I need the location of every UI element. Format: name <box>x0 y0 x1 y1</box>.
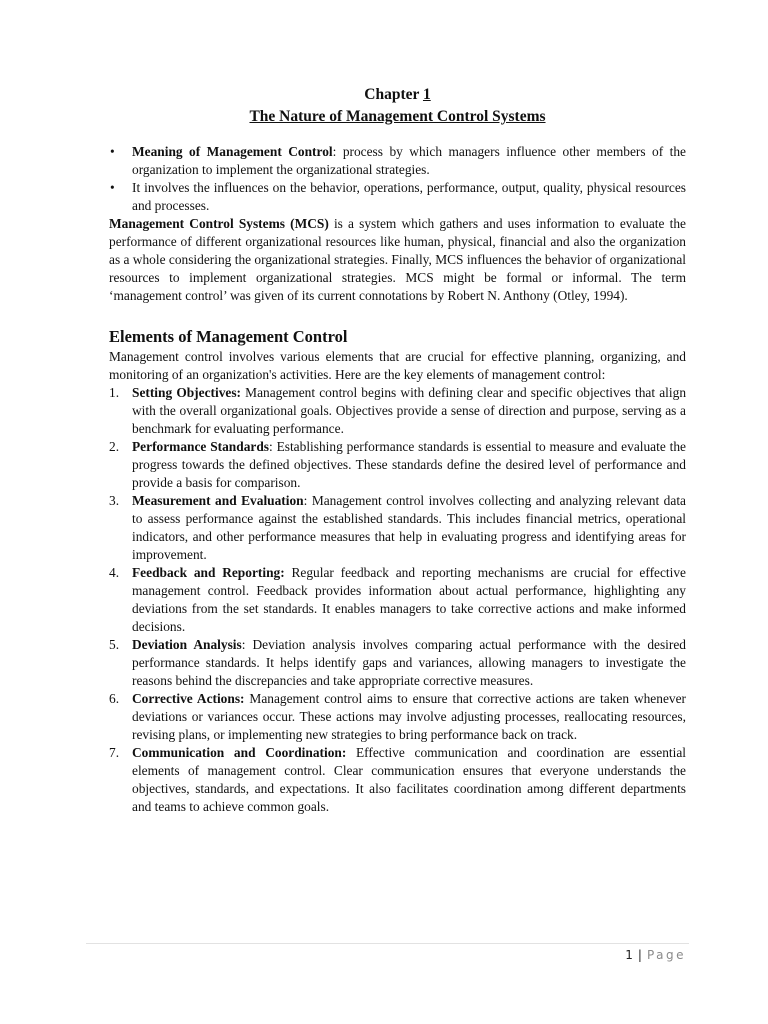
bullet-icon: • <box>110 144 115 159</box>
list-item-text: Management control begins with defining clear and specific objectives that align with the overall organizational goals. Objectives provide a sense of direction and purpose, serving as a benchmark for evaluating performance. <box>132 385 687 436</box>
mcs-paragraph <box>109 215 686 305</box>
list-item-text: Regular feedback and reporting mechanisms are crucial for effective management control. Feedback provides information about actual performance, highlighting any deviations from the set standards. It enables managers to take corrective actions and make informed decisions. <box>132 565 686 634</box>
list-item-term: Performance Standards <box>132 439 269 454</box>
chapter-label-text: Chapter <box>364 86 423 103</box>
list-item <box>109 564 686 636</box>
bullet-bold-term: Meaning of Management Control <box>132 144 333 159</box>
list-number: 1. <box>109 385 120 400</box>
list-number: 6. <box>109 691 120 706</box>
bullet-icon: • <box>110 180 115 195</box>
list-item <box>109 690 686 744</box>
bullet-text: : process by which managers influence other members of the organization to implement the organizational strategies. <box>132 144 687 177</box>
chapter-number: 1 <box>422 86 431 103</box>
list-item-term: Setting Objectives: <box>132 385 242 400</box>
intro-bullet-list <box>109 143 686 215</box>
mcs-paragraph-text: is a system which gathers and uses information to evaluate the performance of different organizational resources like human, physical, financial and also the organization as a whole considering the organizational strategies. Finally, MCS influences the behavior of organizational resources to implement organizational strategies. MCS might be formal or informal. The term ‘management control’ was given of its current connotations by Robert N. Anthony (Otley, 1994). <box>109 216 686 303</box>
section-intro: Management control involves various elements that are crucial for effective planning, organizing, and monitoring of an organization's activities. Here are the key elements of management control: <box>109 349 686 382</box>
elements-list <box>109 384 686 816</box>
list-number: 4. <box>109 565 120 580</box>
mcs-bold-term: Management Control Systems (MCS) <box>109 216 329 231</box>
list-item <box>109 744 686 816</box>
page-number: 1 <box>625 948 633 962</box>
list-item <box>109 384 686 438</box>
list-item-term: Communication and Coordination: <box>132 745 347 760</box>
chapter-title: The Nature of Management Control Systems <box>249 108 546 125</box>
page-label: Page <box>646 948 686 962</box>
list-number: 7. <box>109 745 120 760</box>
bullet-text: It involves the influences on the behavior, operations, performance, output, quality, physical resources and processes. <box>132 180 686 213</box>
section-heading: Elements of Management Control <box>109 327 348 346</box>
chapter-label <box>109 84 686 106</box>
document-page <box>109 84 686 816</box>
list-item-text: : Establishing performance standards is essential to measure and evaluate the progress towards the defined objectives. These standards define the desired level of performance and provide a basis for comparison. <box>132 439 686 490</box>
list-item-text: : Management control involves collecting and analyzing relevant data to assess performance against the established standards. This includes financial metrics, operational indicators, and other performance measures that help in evaluating progress and identifying areas for improvement. <box>132 493 686 562</box>
list-item-text: Management control aims to ensure that corrective actions are taken whenever deviations or variances occur. These actions may involve adjusting processes, reallocating resources, revising plans, or implementing new strategies to bring performance back on track. <box>132 691 686 742</box>
list-number: 3. <box>109 493 120 508</box>
list-item-term: Corrective Actions: <box>132 691 245 706</box>
list-item-term: Deviation Analysis <box>132 637 242 652</box>
list-number: 2. <box>109 439 120 454</box>
footer-separator: | <box>637 948 642 962</box>
list-number: 5. <box>109 637 120 652</box>
bullet-item-meaning <box>109 143 686 179</box>
list-item <box>109 492 686 564</box>
list-item-term: Measurement and Evaluation <box>132 493 304 508</box>
bullet-item-influences <box>109 179 686 215</box>
list-item <box>109 438 686 492</box>
page-footer <box>625 947 686 963</box>
list-item <box>109 636 686 690</box>
list-item-text: : Deviation analysis involves comparing actual performance with the desired performance standards. It helps identify gaps and variances, allowing managers to investigate the reasons behind the discrepancies and take appropriate corrective measures. <box>132 637 686 688</box>
list-item-term: Feedback and Reporting: <box>132 565 285 580</box>
footer-divider <box>86 943 689 944</box>
list-item-text: Effective communication and coordination are essential elements of management control. Clear communication ensures that everyone understands the objectives, standards, and expectations. It also facilitates coordination among different departments and teams to achieve common goals. <box>132 745 686 814</box>
